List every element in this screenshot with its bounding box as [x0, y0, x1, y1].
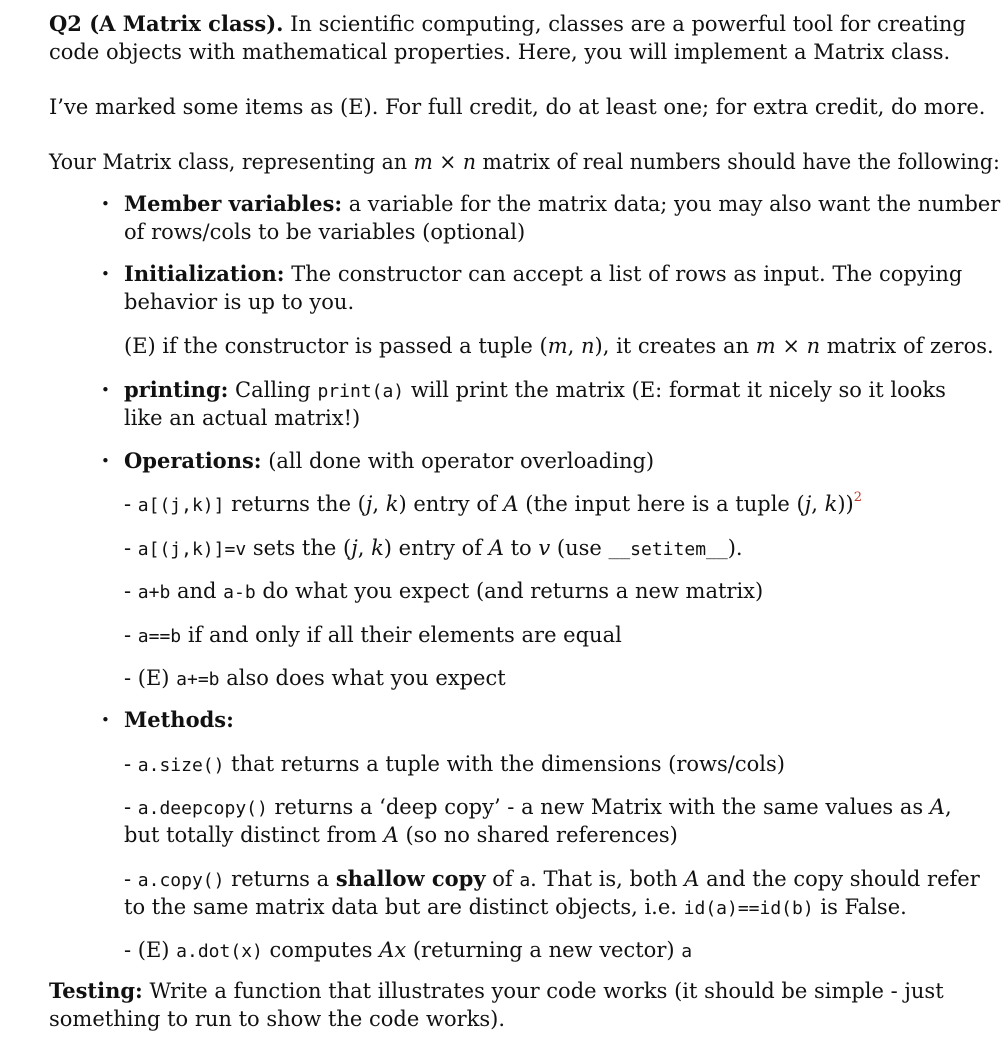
op-text: ) entry of: [383, 536, 489, 560]
init-extra: [124, 332, 994, 360]
bullet-marker: •: [101, 452, 110, 470]
comma: ,: [567, 334, 582, 358]
lead-part: matrix of real numbers should have the following:: [476, 150, 1000, 174]
question-title: Q2 (A Matrix class).: [49, 11, 284, 36]
code-add: a+b: [137, 582, 171, 603]
math-A: A: [684, 867, 700, 891]
code-getitem: a[(j,k)]: [137, 495, 225, 516]
op-text: ).: [727, 536, 743, 560]
op-item-eq: [124, 621, 622, 651]
code-id-compare: id(a)==id(b): [683, 898, 814, 919]
method-size: [124, 750, 785, 780]
code-print: print(a): [317, 381, 405, 402]
shallow-copy-term: shallow copy: [335, 866, 486, 891]
code-sub: a-b: [223, 582, 256, 603]
op-item-iadd: [124, 664, 506, 694]
method-text: but totally distinct from: [124, 823, 384, 847]
dash: -: [124, 666, 138, 690]
math-Ax: Ax: [379, 938, 407, 962]
method-text: computes: [262, 938, 380, 962]
math-n: n: [581, 334, 595, 358]
op-text: (the input here is a tuple (: [518, 492, 805, 516]
op-text: sets the (: [246, 536, 352, 560]
init-extra-part: matrix of zeros.: [820, 334, 994, 358]
testing-line-2: something to run to show the code works).: [49, 1007, 506, 1031]
bullet-marker: •: [101, 195, 110, 213]
math-n: n: [462, 150, 477, 174]
method-text: (so no shared references): [398, 823, 678, 847]
math-j: j: [804, 492, 812, 516]
bullet-marker: •: [101, 265, 110, 283]
init-label: Initialization:: [124, 261, 285, 286]
init-extra-part: (E) if the constructor is passed a tuple (: [124, 334, 548, 358]
op-text: ) entry of: [398, 492, 504, 516]
math-A: A: [929, 795, 945, 819]
code-copy: a.copy(): [137, 870, 225, 891]
comma: ,: [372, 492, 386, 516]
method-text: and the copy should refer: [699, 867, 980, 891]
code-setitem-dunder: __setitem__: [608, 539, 728, 560]
method-deepcopy-line-2: [124, 821, 678, 849]
print-label: printing:: [124, 377, 229, 402]
method-text: of: [485, 867, 520, 891]
comma: ,: [811, 492, 825, 516]
bullet-marker: •: [101, 711, 110, 729]
math-j: j: [351, 536, 358, 560]
math-m: m: [755, 334, 776, 358]
note-text: I’ve marked some items as (E). For full credit, do at least one; for extra credit, do more.: [49, 95, 986, 119]
method-text: (E): [137, 938, 177, 962]
code-dot: a.dot(x): [176, 941, 263, 962]
code-deepcopy: a.deepcopy(): [137, 798, 268, 819]
members-line-1: a variable for the matrix data; you may also want the number: [342, 192, 1001, 216]
init-extra-part: ), it creates an: [594, 334, 756, 358]
method-text: . That is, both: [530, 867, 685, 891]
testing-line-1: Write a function that illustrates your code works (it should be simple - just: [142, 979, 944, 1003]
init-line-1: The constructor can accept a list of rows as input. The copying: [284, 262, 963, 286]
math-k: k: [824, 492, 838, 516]
intro-line-1: In scientific computing, classes are a powerful tool for creating: [290, 12, 966, 36]
print-part: Calling: [228, 378, 318, 402]
math-A: A: [488, 536, 504, 560]
math-k: k: [385, 492, 399, 516]
method-text: returns a: [224, 867, 336, 891]
math-A: A: [383, 823, 399, 847]
times-symbol: ×: [775, 334, 807, 358]
math-A: A: [503, 492, 519, 516]
members-label: Member variables:: [124, 191, 343, 216]
op-item-get: [124, 490, 862, 520]
members-line-2: of rows/cols to be variables (optional): [124, 220, 526, 244]
code-a: a: [681, 941, 693, 962]
intro-line-2: code objects with mathematical properties. Here, you will implement a Matrix class.: [49, 40, 951, 64]
op-text: and: [170, 579, 224, 603]
op-text: returns the (: [224, 492, 366, 516]
op-text: also does what you expect: [219, 666, 506, 690]
math-m: m: [413, 150, 433, 174]
dash: -: [124, 536, 138, 560]
method-text: to the same matrix data but are distinct objects, i.e.: [124, 895, 684, 919]
init-line-2: behavior is up to you.: [124, 290, 355, 314]
method-deepcopy: [124, 793, 952, 823]
method-text: is False.: [813, 895, 907, 919]
math-j: j: [365, 492, 373, 516]
op-text: )): [837, 492, 854, 516]
times-symbol: ×: [432, 150, 463, 174]
method-text: that returns a tuple with the dimensions (rows/cols): [224, 752, 785, 776]
method-copy: [124, 865, 980, 895]
dash: -: [124, 623, 138, 647]
code-size: a.size(): [137, 755, 225, 776]
math-m: m: [547, 334, 568, 358]
testing-label: Testing:: [49, 978, 143, 1003]
print-part: will print the matrix (E: format it nicely so it looks: [404, 378, 946, 402]
method-dot: [124, 936, 692, 966]
footnote-marker[interactable]: 2: [853, 490, 863, 505]
bullet-marker: •: [101, 381, 110, 399]
op-text: (use: [550, 536, 609, 560]
method-text: (returning a new vector): [406, 938, 682, 962]
dash: -: [124, 938, 138, 962]
dash: -: [124, 867, 138, 891]
code-eq: a==b: [137, 626, 182, 647]
math-k: k: [371, 536, 384, 560]
method-copy-line-2: [124, 893, 907, 923]
code-a: a: [519, 870, 531, 891]
lead-text: [49, 148, 1000, 176]
math-n: n: [806, 334, 821, 358]
methods-label: Methods:: [124, 707, 234, 732]
method-text: ,: [944, 795, 952, 819]
print-line-2: like an actual matrix!): [124, 406, 361, 430]
lead-part: Your Matrix class, representing an: [49, 150, 414, 174]
dash: -: [124, 752, 138, 776]
op-text: to: [503, 536, 539, 560]
code-iadd: a+=b: [176, 669, 220, 690]
ops-desc: (all done with operator overloading): [261, 449, 655, 473]
math-v: v: [538, 536, 551, 560]
method-text: returns a ‘deep copy’ - a new Matrix with the same values as: [267, 795, 930, 819]
op-item-set: [124, 534, 743, 564]
ops-label: Operations:: [124, 448, 262, 473]
comma: ,: [357, 536, 372, 560]
op-text: if and only if all their elements are equal: [181, 623, 622, 647]
op-item-add-sub: [124, 577, 763, 607]
op-text: do what you expect (and returns a new matrix): [255, 579, 764, 603]
dash: -: [124, 795, 138, 819]
op-text: (E): [137, 666, 177, 690]
code-setitem: a[(j,k)]=v: [137, 539, 247, 560]
dash: -: [124, 579, 138, 603]
dash: -: [124, 492, 138, 516]
